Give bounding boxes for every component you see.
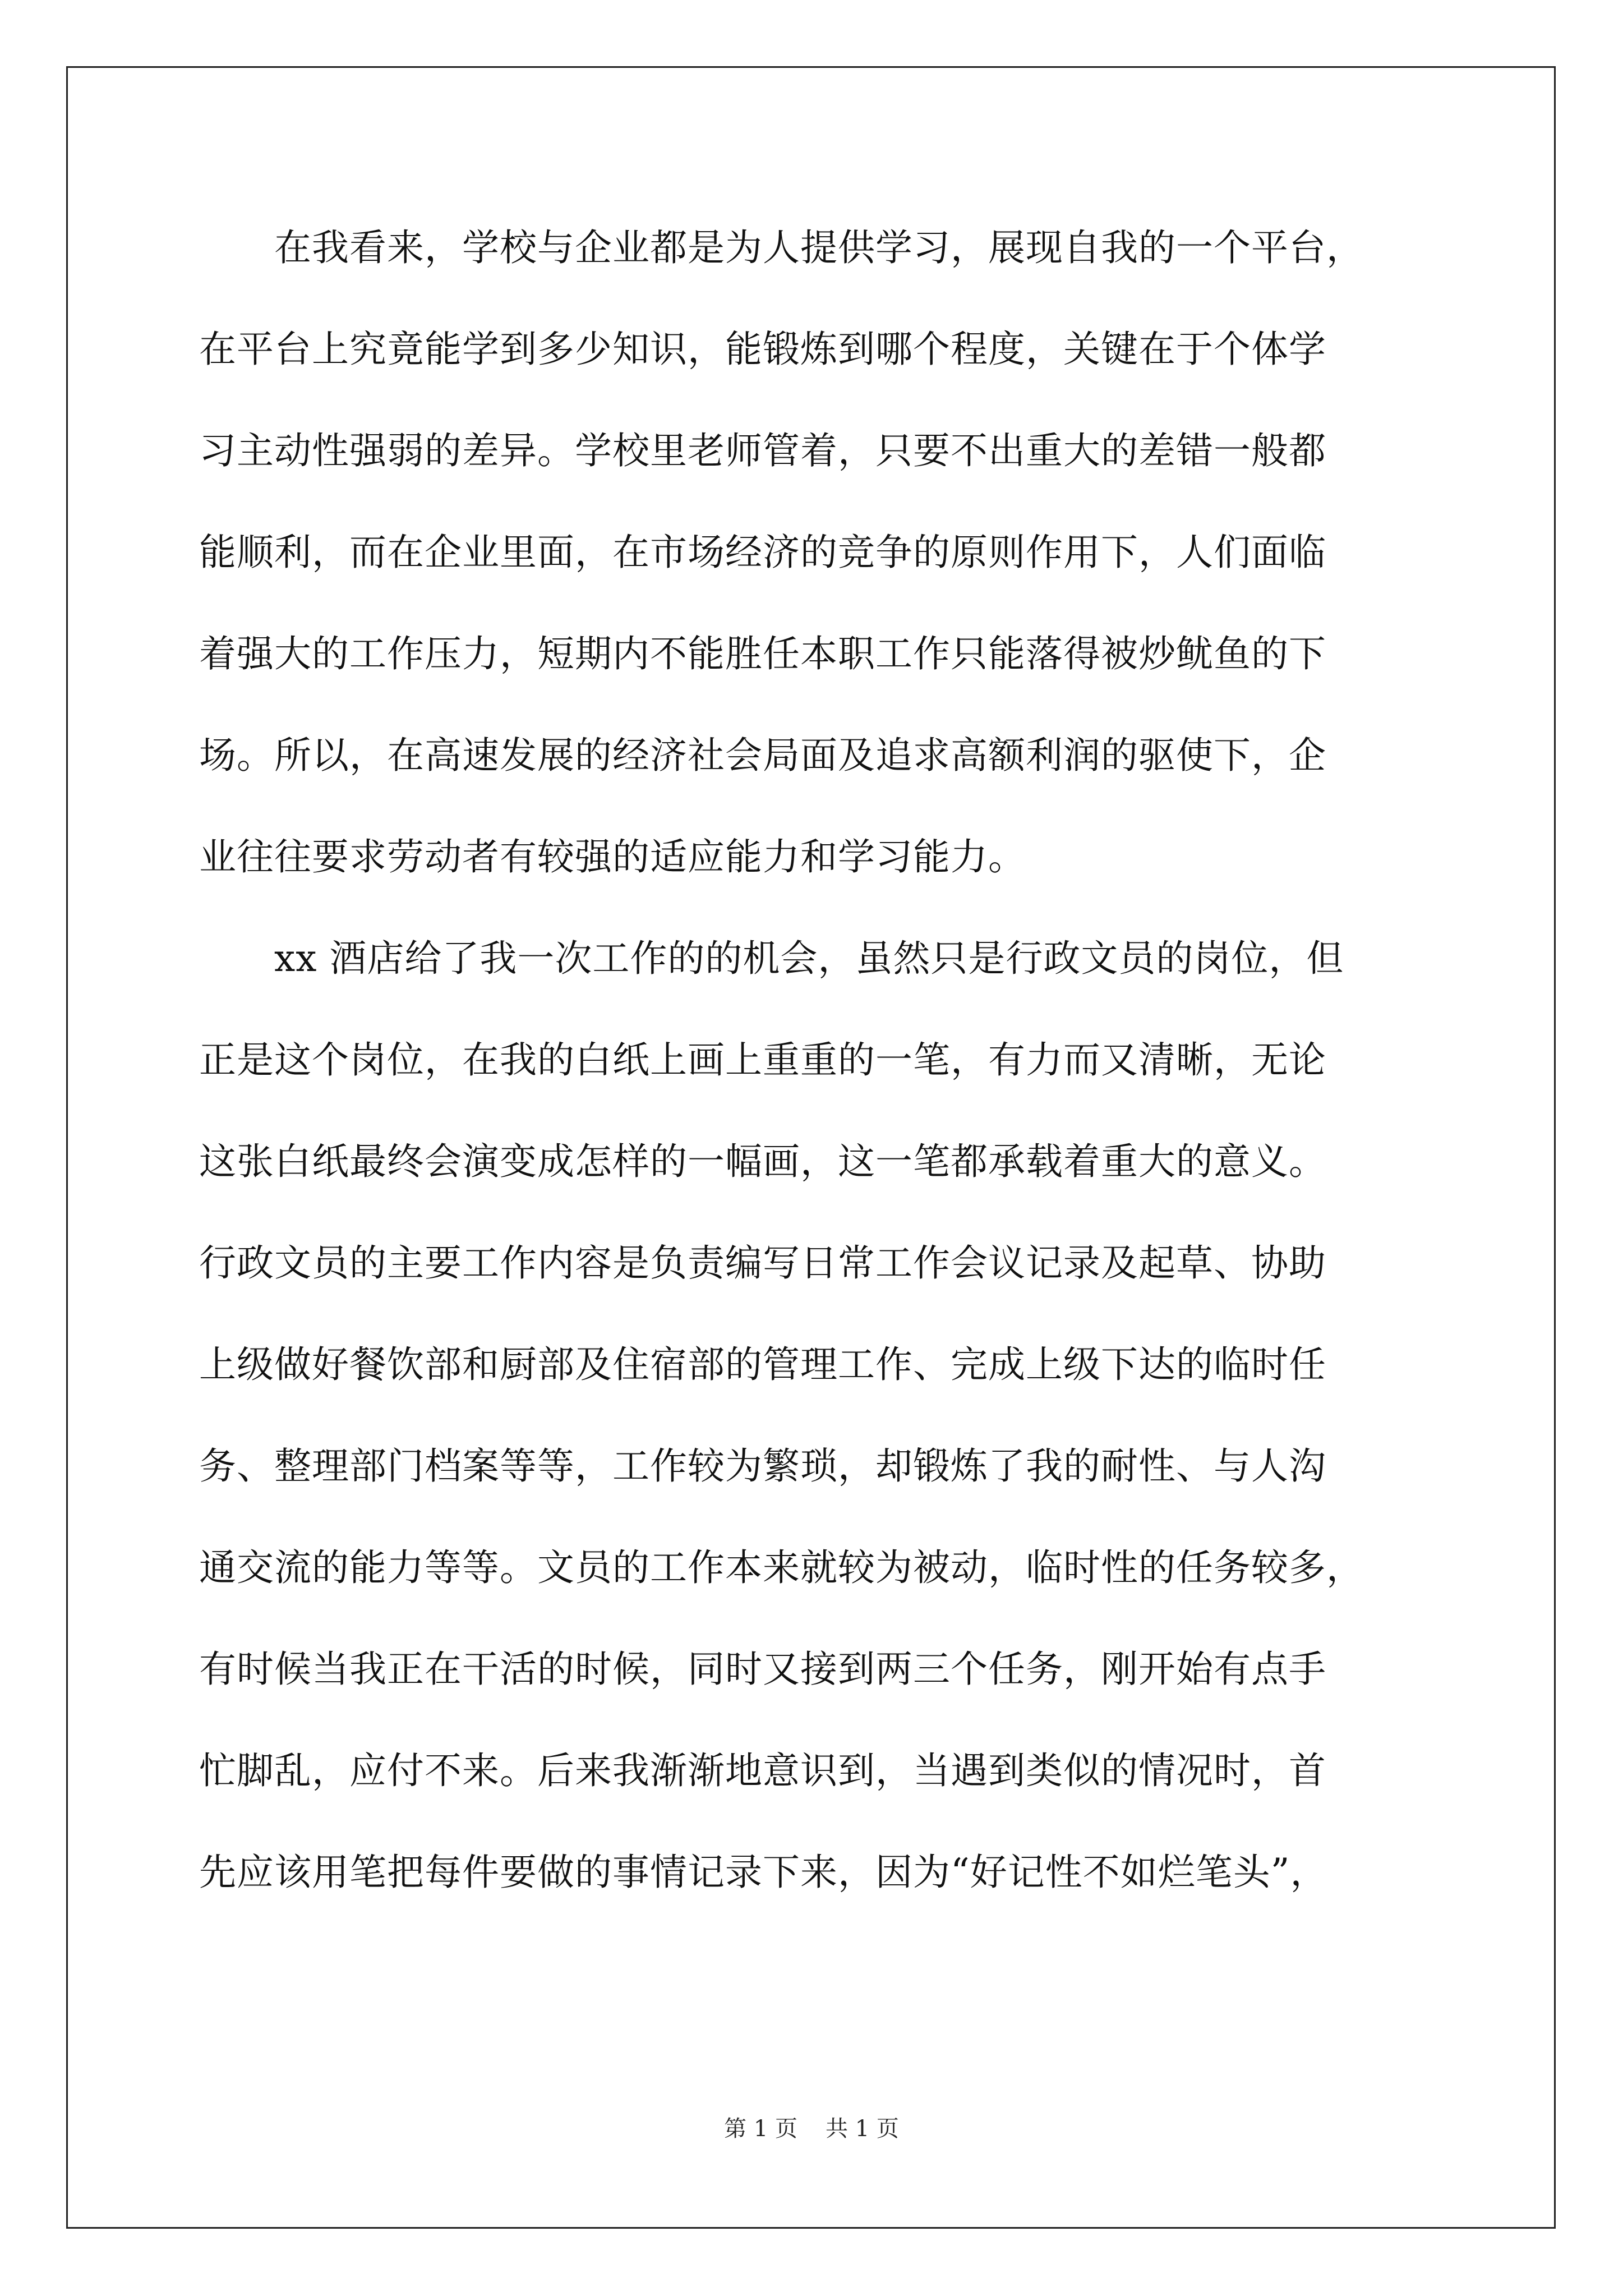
text-line: 务、整理部门档案等等，工作较为繁琐，却锻炼了我的耐性、与人沟 xyxy=(199,1444,1326,1488)
text-line: 能顺利，而在企业里面，在市场经济的竞争的原则作用下，人们面临 xyxy=(199,531,1326,574)
text-line: 习主动性强弱的差异。学校里老师管着，只要不出重大的差错一般都 xyxy=(199,429,1326,472)
text-line: 这张白纸最终会演变成怎样的一幅画，这一笔都承载着重大的意义。 xyxy=(199,1140,1326,1183)
text-line: 行政文员的主要工作内容是负责编写日常工作会议记录及起草、协助 xyxy=(199,1241,1326,1285)
text-line: 忙脚乱，应付不来。后来我渐渐地意识到，当遇到类似的情况时，首 xyxy=(199,1749,1326,1792)
text-line: 先应该用笔把每件要做的事情记录下来，因为“好记性不如烂笔头”， xyxy=(199,1851,1328,1894)
page-total: 共 1 页 xyxy=(826,2116,899,2142)
text-line: 场。所以，在高速发展的经济社会局面及追求高额利润的驱使下，企 xyxy=(199,734,1326,777)
text-line: 正是这个岗位，在我的白纸上画上重重的一笔，有力而又清晰，无论 xyxy=(199,1038,1326,1082)
text-line: 在我看来，学校与企业都是为人提供学习，展现自我的一个平台， xyxy=(199,226,1364,269)
page-footer xyxy=(0,2112,1623,2146)
page-number: 第 1 页 xyxy=(724,2116,797,2142)
text-line: 通交流的能力等等。文员的工作本来就较为被动，临时性的任务较多， xyxy=(199,1546,1364,1589)
text-line: 上级做好餐饮部和厨部及住宿部的管理工作、完成上级下达的临时任 xyxy=(199,1343,1326,1386)
text-line: 着强大的工作压力，短期内不能胜任本职工作只能落得被炒鱿鱼的下 xyxy=(199,632,1326,675)
text-line: xx 酒店给了我一次工作的的机会，虽然只是行政文员的岗位，但 xyxy=(199,937,1344,980)
text-line: 在平台上究竟能学到多少知识，能锻炼到哪个程度，关键在于个体学 xyxy=(199,328,1326,371)
text-line: 有时候当我正在干活的时候，同时又接到两三个任务，刚开始有点手 xyxy=(199,1648,1326,1691)
text-line: 业往往要求劳动者有较强的适应能力和学习能力。 xyxy=(199,835,1026,878)
